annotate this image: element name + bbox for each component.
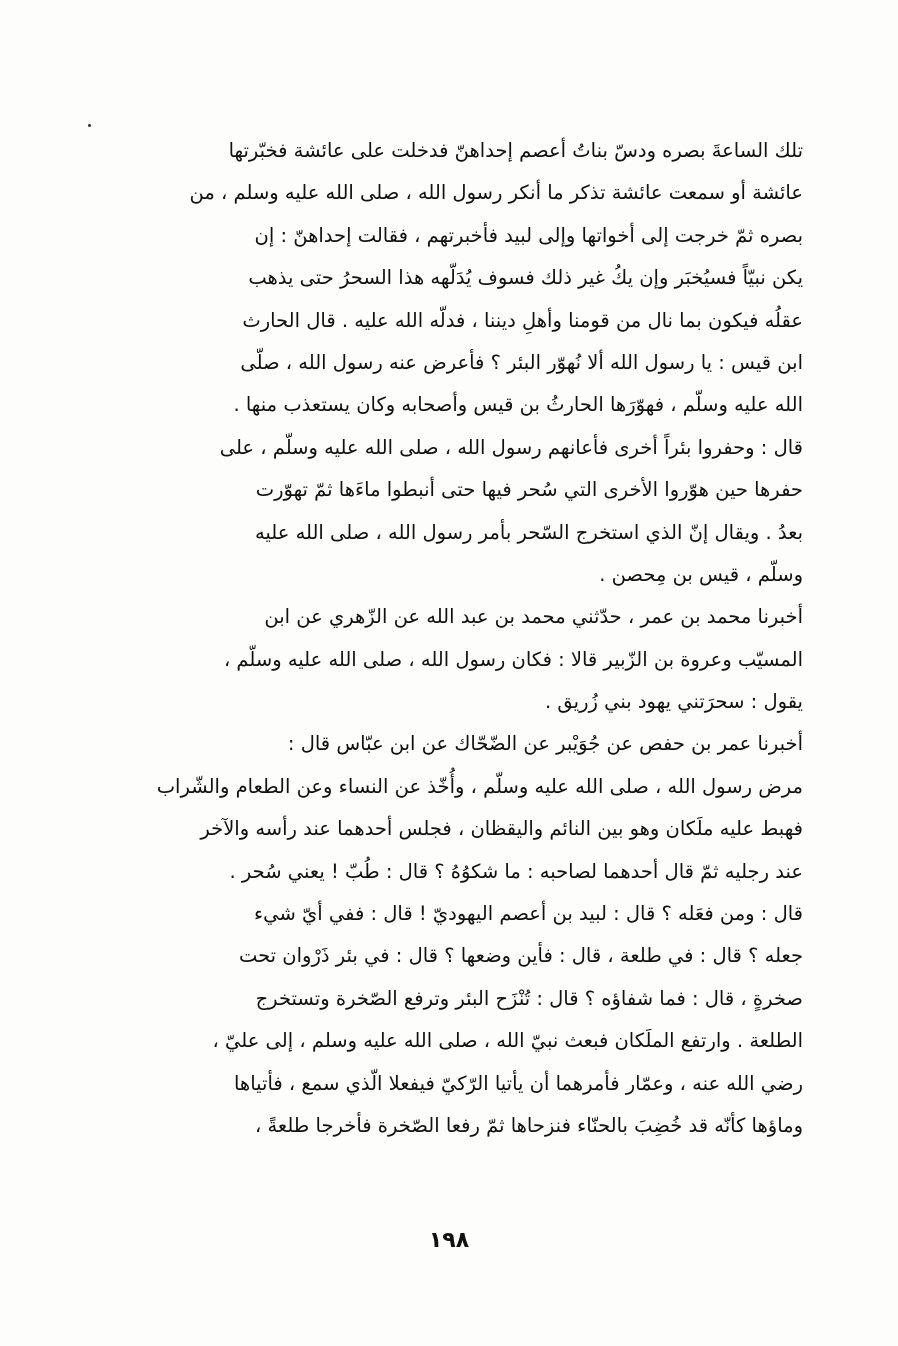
- text-line: رضي الله عنه ، وعمّار فأمرهما أن يأتيا الرّكيّ فيفعلا الّذي سمع ، فأتياها: [233, 1071, 803, 1095]
- text-line: الطلعة . وارتفع الملَكان فبعث نبيّ الله ، صلى الله عليه وسلم ، إلى عليّ ،: [212, 1029, 803, 1053]
- text-line: أخبرنا عمر بن حفص عن جُوَيْبر عن الضّحّاك عن ابن عبّاس قال :: [287, 732, 803, 756]
- body-text: [98, 130, 803, 1147]
- text-line: جعله ؟ قال : في طلعة ، قال : فأين وضعها ؟ قال : في بئر ذَرْوان تحت: [238, 944, 803, 968]
- text-line: المسيّب وعروة بن الزّبير قالا : فكان رسول الله ، صلى الله عليه وسلّم ،: [223, 647, 803, 671]
- text-line: وماؤها كأنّه قد خُضِبَ بالحنّاء فنزحاها ثمّ رفعا الصّخرة فأخرجا طلعةً ،: [254, 1113, 803, 1137]
- text-line: فهبط عليه ملَكان وهو بين النائم واليقظان ، فجلس أحدهما عند رأسه والآخر: [200, 817, 803, 841]
- text-line: ابن قيس : يا رسول الله ألا نُهوّر البئر ؟ فأعرض عنه رسول الله ، صلّى: [240, 350, 803, 374]
- text-line: بصره ثمّ خرجت إلى أخواتها وإلى لبيد فأخبرتهم ، فقالت إحداهنّ : إن: [254, 223, 803, 247]
- text-line: بعدُ . ويقال إنّ الذي استخرج السّحر بأمر رسول الله ، صلى الله عليه: [254, 520, 803, 544]
- text-line: صخرةٍ ، قال : فما شفاؤه ؟ قال : تُنْزَح البئر وترفع الصّخرة وتستخرج: [255, 986, 803, 1010]
- text-line: عند رجليه ثمّ قال أحدهما لصاحبه : ما شكوُهُ ؟ قال : طُبّ ! يعني سُحر .: [229, 859, 803, 883]
- text-line: أخبرنا محمد بن عمر ، حدّثني محمد بن عبد الله عن الزّهري عن ابن: [264, 605, 803, 629]
- text-line: قال : ومن فعَله ؟ قال : لبيد بن أعصم اليهوديّ ! قال : ففي أيّ شيء: [254, 902, 803, 926]
- text-line: حفرها حين هوّروا الأخرى التي سُحر فيها حتى أنبطوا ماءَها ثمّ تهوّرت: [255, 478, 803, 502]
- text-line: تلك الساعةَ بصره ودسّ بناتُ أعصم إحداهنّ فدخلت على عائشة فخبّرتها: [228, 139, 803, 162]
- text-line: يقول : سحرَتني يهود بني زُريق .: [544, 690, 803, 714]
- text-line: وسلّم ، قيس بن مِحصن .: [599, 562, 803, 586]
- text-line: مرض رسول الله ، صلى الله عليه وسلّم ، وأُخّذ عن النساء وعن الطعام والشّراب: [156, 774, 803, 798]
- text-line: قال : وحفروا بئراً أخرى فأعانهم رسول الله ، صلى الله عليه وسلّم ، على: [219, 435, 803, 459]
- page-number: ١٩٨: [428, 1228, 470, 1253]
- text-line: الله عليه وسلّم ، فهوّرَها الحارثُ بن قيس وأصحابه وكان يستعذب منها .: [233, 393, 803, 417]
- text-line: عائشة أو سمعت عائشة تذكر ما أنكر رسول الله ، صلى الله عليه وسلم ، من: [189, 181, 803, 205]
- text-line: عقلُه فيكون بما نال من قومنا وأهلِ ديننا ، فدلّه الله عليه . قال الحارث: [242, 308, 803, 332]
- text-line: يكن نبيّاً فسيُخبَر وإن يكُ غير ذلك فسوف يُدَلّهه هذا السحرُ حتى يذهب: [248, 266, 803, 290]
- ink-speck: [88, 124, 91, 127]
